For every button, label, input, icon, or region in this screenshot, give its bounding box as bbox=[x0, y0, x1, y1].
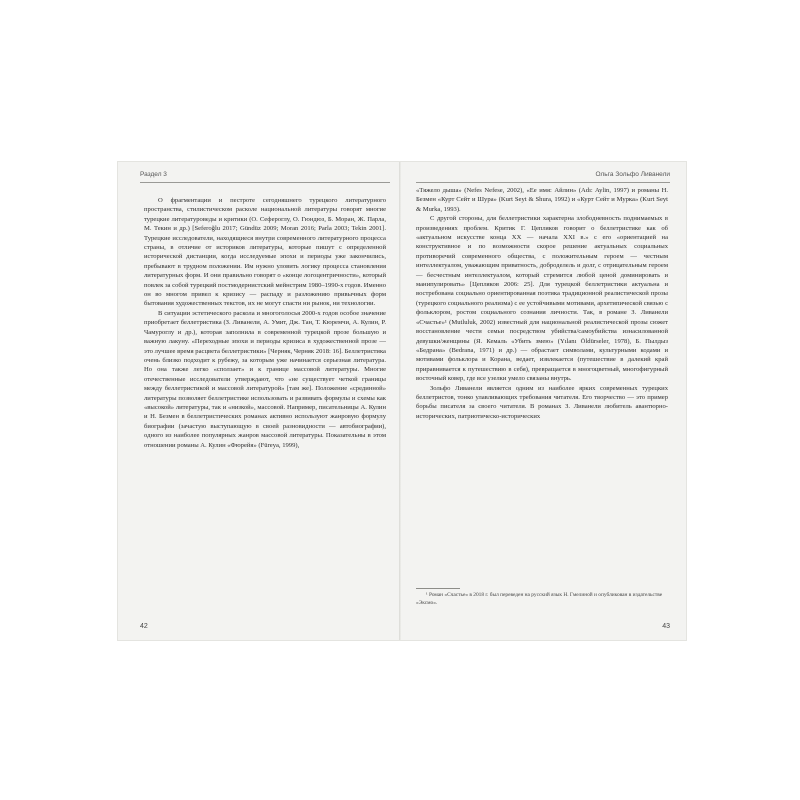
paragraph: В ситуации эстетического раскола и многоголосья 2000-х годов особое значение приобретает беллетристика (З. Ливанели, А. Умит, Дж. Тан, Т. Кюремчи, А. Кулин, Р. Чамуроглу и др.), которая заполнила в современной турецкой прозе большую и важную лакуну. «Переходные эпохи и периоды кризиса в художественной прозе — это лучшее время расцвета беллетристики» [Черняк, Черняк 2018: 16]. Беллетристика очень близко подходит к рубежу, за которым уже начинается серьезная литература. Но она также легко «сползает» и к границе массовой литературы. Многие отечественные исследователи утверждают, что «не существует четкой границы между беллетристикой и массовой литературой» [там же]. Положение «срединной» литературы позволяет беллетристике использовать и развивать формулы и схемы как «высокой» литературы, так и «низкой», массовой. Например, писательницы А. Кулин и Н. Безмен в беллетристических романах активно используют жанровую формулу биографии (зачастую выступающую в своей разновидности — автобиографии), одного из наиболее популярных жанров массовой литературы. Показательны в этом отношении романы А. Кулин «Фюрейя» (Füreya, 1999), bbox=[144, 309, 386, 449]
section-title: Раздел 3 bbox=[140, 171, 167, 178]
author-name: Ольга Зольфо Ливанели bbox=[595, 171, 670, 178]
running-header bbox=[416, 170, 670, 183]
left-page bbox=[118, 162, 400, 640]
paragraph: С другой стороны, для беллетристики характерна злободневность поднимаемых в произведениях проблем. Критик Г. Цепляков говорит о беллетристике как об «актуальном искусстве конца XX — начала XXI в.» с его «ориентацией на конструктивное и по возможности скорое решение актуальных социальных противоречий современного общества, с положительным героем — честным интеллектуалом, уважающим приватность, доброделель и долг, с отрицательным героем — бесчестным интеллектуалом, который стремится любой ценой доминировать и манипулировать» [Цепляков 2006: 25]. Для турецкой беллетристики актуальна и востребована социально ориентированная поэтика традиционной реалистической прозы (турецкого социального реализма) с ее устойчивыми мотивами, архетипической связью с фольклором, ростом социального сознания личности. Так, в романе З. Ливанели «Счастье»¹ (Mutluluk, 2002) известный для национальной реалистической прозы сюжет восстановление чести семьи посредством убийства/самоубийства изнасилованной девушки/женщины (Я. Кемаль «Убить змею» (Yılanı Öldürseler, 1978), Б. Пылдыз «Бедрана» (Bedrana, 1971) и др.) — обрастает символами, культурными кодами и мотивами фольклора и Корана, ведает, извлекается (путешествие в далекий край приравнивается к путешествию в себя), превращается в многоцветный, многофигурный восточный ковер, где все узелки умело связаны внутрь. bbox=[416, 215, 668, 383]
footnote: ¹ Роман «Счастье» в 2018 г. был переведен на русский язык Н. Гмелиной и опубликован в издательстве «Эксмо». bbox=[416, 592, 663, 606]
paragraph: Зольфо Ливанели является одним из наиболее ярких современных турецких беллетристов, тонко улавливающих требования читателя. Его творчество — это пример борьбы писателя за своего читателя. В романах З. Ливанели любитель авантюрно-исторических, патриотическо-исторических bbox=[416, 384, 668, 420]
running-header bbox=[140, 170, 390, 183]
right-page bbox=[404, 162, 686, 640]
paragraph: О фрагментации и пестроте сегодняшнего турецкого литературного пространства, стилистическом расколе национальной литературы говорят многие турецкие литературоведы и критики (О. Сефероглу, О. Гюндюз, Б. Моран, Ж. Парла, М. Текин и др.) [Seferoğlu 2017; Gündüz 2009; Moran 2016; Parla 2003; Tekin 2001]. Турецкие исследователи, находящиеся внутри современного литературного процесса страны, в отличие от историков литературы, которые пишут с определенной исторической дистанции, когда исследуемые эпохи и периоды уже закончились, пребывают в трудном положении. Им нужно уловить логику процесса становления литературных форм. И они правильно говорят о «конце логоцентричности», который повлек за собой турецкий постмодернистский мейнстрим 1980–1990-х годов. Именно он во многом привел к кризису — распаду и разложению привычных форм бытования художественных текстов, их не могут спасти ни рынок, ни технологии. bbox=[144, 197, 386, 308]
right-body-text bbox=[416, 186, 668, 421]
book-gutter bbox=[399, 162, 401, 640]
book-spread bbox=[118, 162, 686, 640]
footnote-divider bbox=[416, 588, 460, 589]
page-number: 42 bbox=[140, 623, 148, 630]
paragraph: «Тяжело дыша» (Nefes Nefese, 2002), «Ее имя: Айлин» (Adı: Aylin, 1997) и романы Н. Безмен «Курт Сейт и Шура» (Kurt Seyt & Shura, 1992) и «Курт Сейт и Мурка» (Kurt Seyt & Murka, 1993). bbox=[416, 187, 668, 213]
page-number: 43 bbox=[662, 623, 670, 630]
left-body-text bbox=[144, 196, 386, 450]
